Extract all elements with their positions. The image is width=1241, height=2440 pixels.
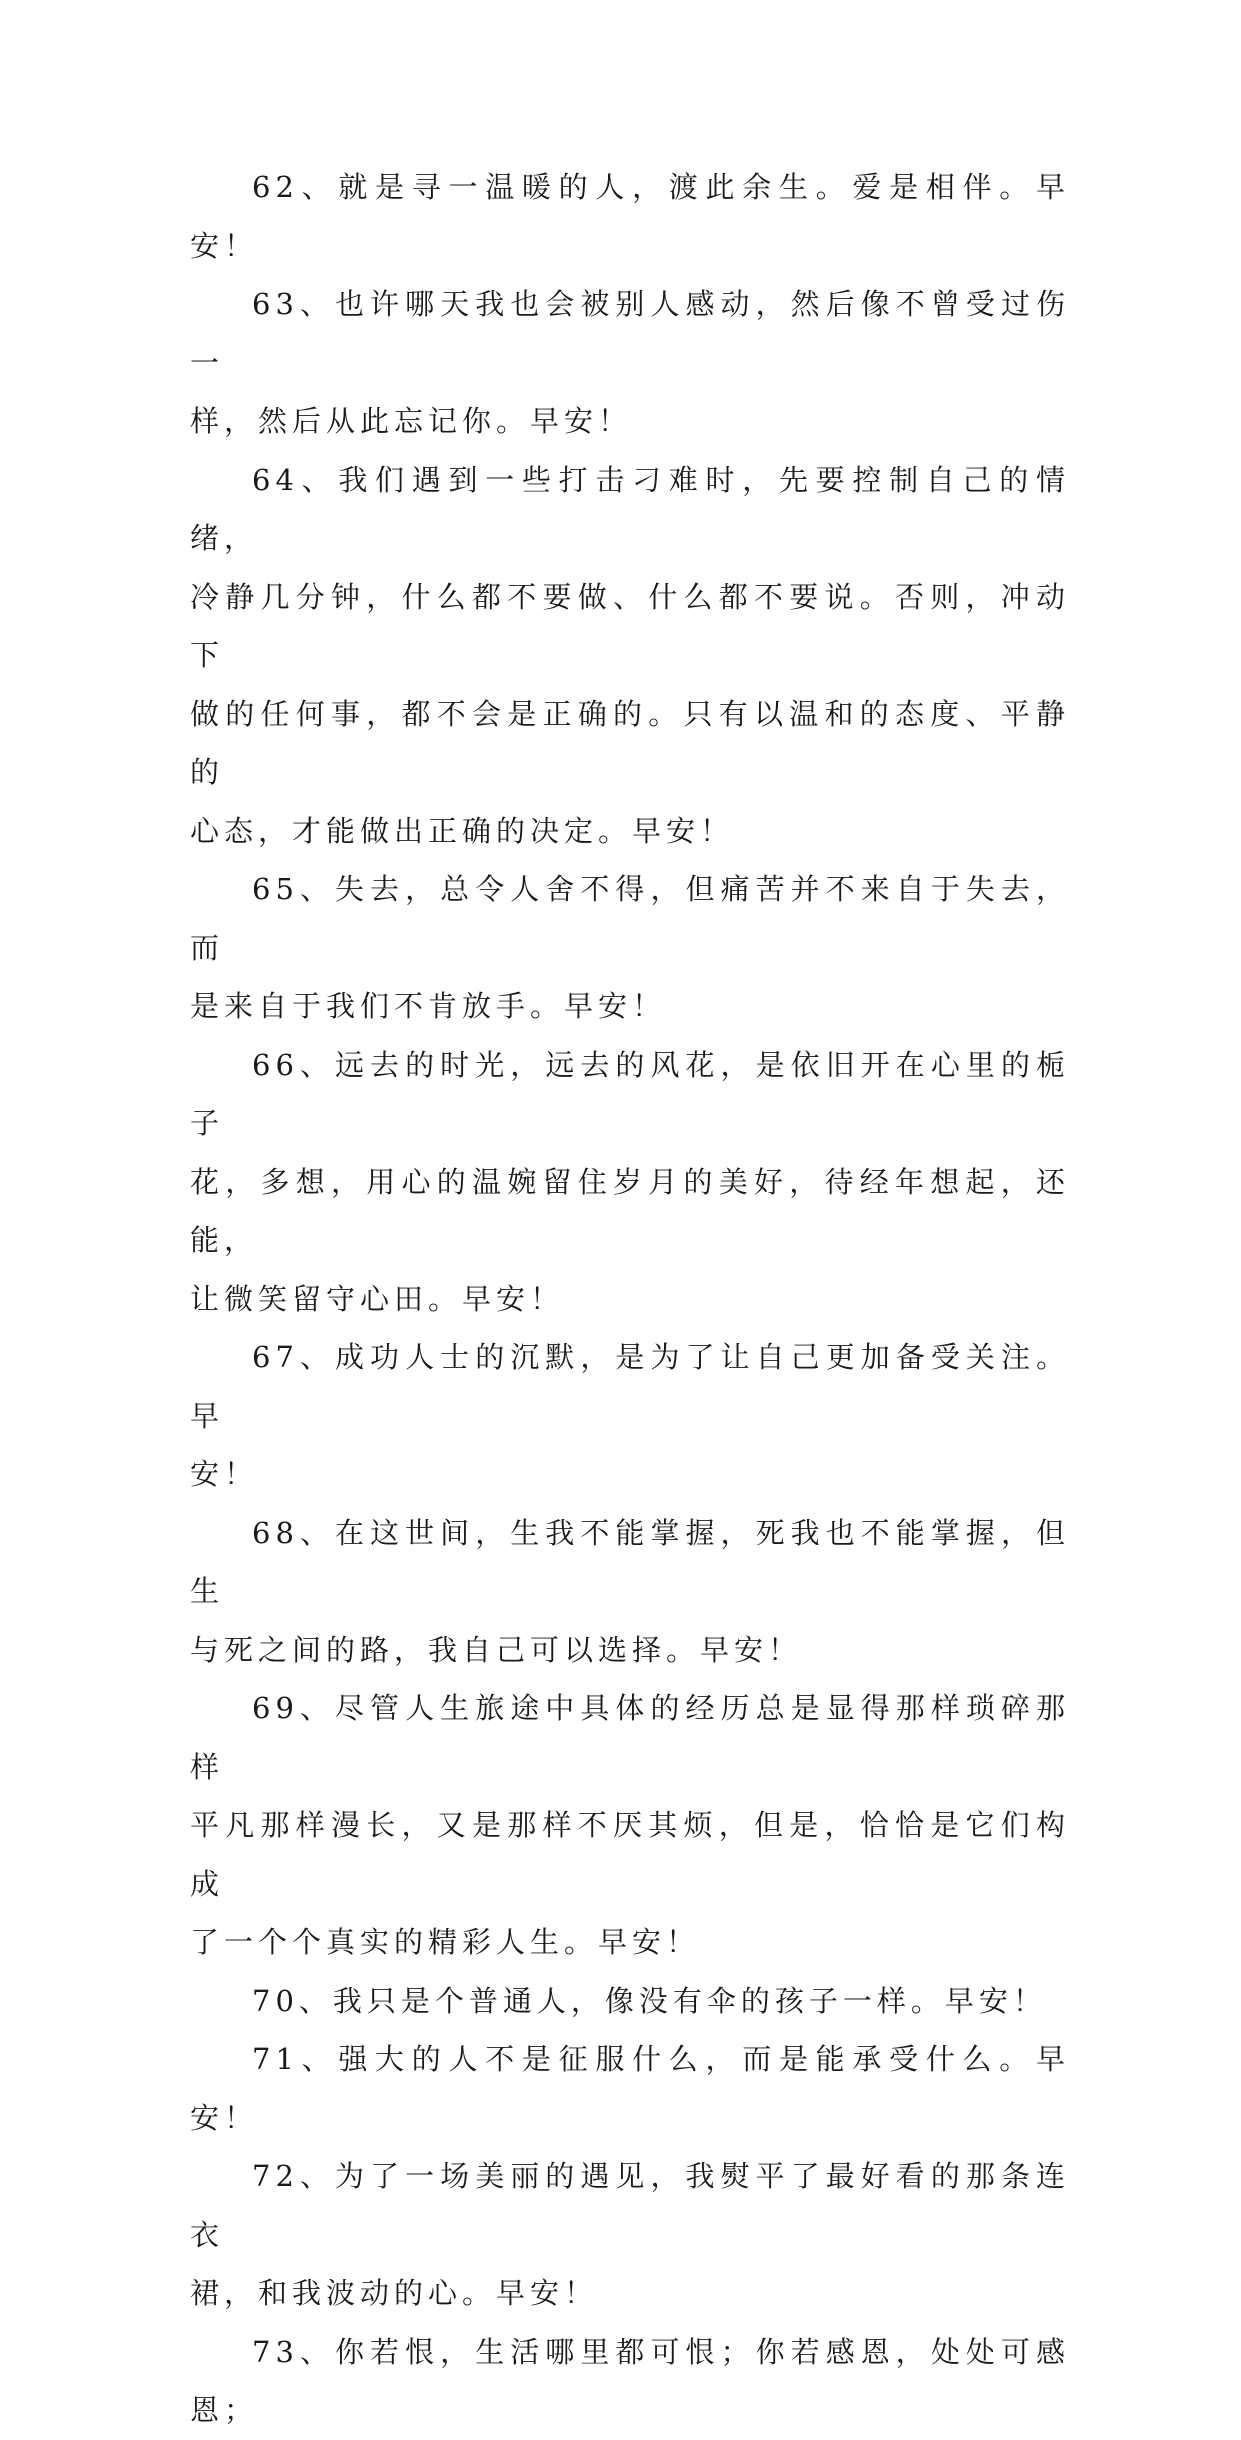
paragraph-62: 62、就是寻一温暖的人，渡此余生。爱是相伴。早安！ <box>190 170 1070 263</box>
paragraph-66: 66、远去的时光，远去的风花，是依旧开在心里的栀子 花，多想，用心的温婉留住岁月的美好，待经年想起，还能， 让微笑留守心田。早安！ <box>190 1047 1070 1316</box>
paragraph-65: 65、失去，总令人舍不得，但痛苦并不来自于失去，而 是来自于我们不肯放手。早安！ <box>190 872 1070 1023</box>
paragraph-68: 68、在这世间，生我不能掌握，死我也不能掌握，但生 与死之间的路，我自己可以选择。早安！ <box>190 1515 1070 1667</box>
paragraph-63: 63、也许哪天我也会被别人感动，然后像不曾受过伤一 样，然后从此忘记你。早安！ <box>190 287 1070 438</box>
paragraph-70: 70、我只是个普通人，像没有伞的孩子一样。早安！ <box>252 1983 1047 2018</box>
paragraph-64: 64、我们遇到一些打击刁难时，先要控制自己的情绪， 冷静几分钟，什么都不要做、什么都不要说。否则，冲动下 做的任何事，都不会是正确的。只有以温和的态度、平静的 心态，才能做出正确的决定。早安！ <box>190 462 1070 848</box>
paragraph-67: 67、成功人士的沉默，是为了让自己更加备受关注。早 安！ <box>190 1340 1070 1491</box>
paragraph-69: 69、尽管人生旅途中具体的经历总是显得那样琐碎那样 平凡那样漫长，又是那样不厌其烦，但是，恰恰是它们构成 了一个个真实的精彩人生。早安！ <box>190 1691 1070 1959</box>
paragraph-72: 72、为了一场美丽的遇见，我熨平了最好看的那条连衣 裙，和我波动的心。早安！ <box>190 2159 1070 2310</box>
paragraph-71: 71、强大的人不是征服什么，而是能承受什么。早安！ <box>190 2042 1070 2135</box>
paragraph-73: 73、你若恨，生活哪里都可恨；你若感恩，处处可感恩； <box>190 2334 1070 2427</box>
document-body <box>190 158 1070 2440</box>
